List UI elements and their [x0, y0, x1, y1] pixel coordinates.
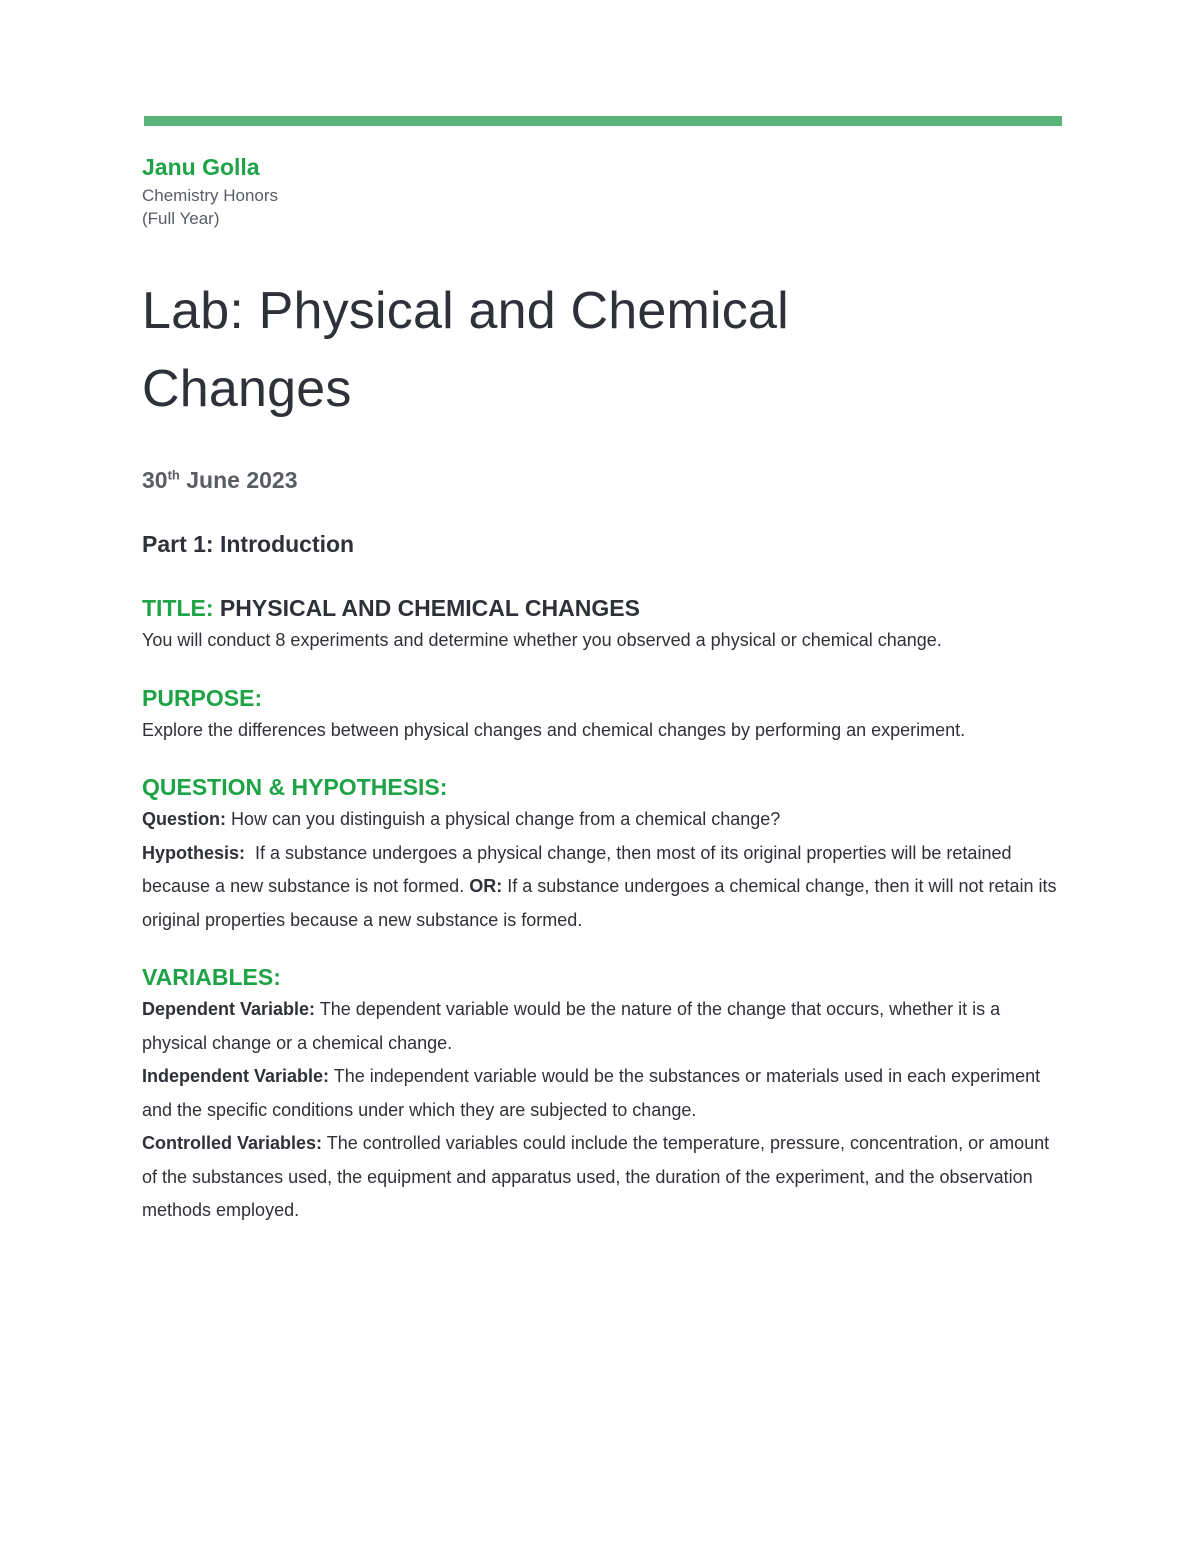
document-content: [142, 150, 1057, 1228]
controlled-variables-label: Controlled Variables:: [142, 1133, 323, 1153]
purpose-text: Explore the differences between physical changes and chemical changes by performing an experiment.: [142, 719, 966, 740]
title-label: TITLE:: [142, 595, 214, 621]
hypothesis-label: Hypothesis:: [142, 842, 246, 863]
variables-heading: VARIABLES:: [142, 964, 281, 990]
question-label: Question:: [142, 809, 226, 829]
independent-variable-paragraph: [142, 1060, 1057, 1127]
hypothesis-text-1: If a substance undergoes a physical change, then most of its original properties will be retained because a new substance is not formed.: [142, 842, 1017, 896]
document-title-line2: Changes: [142, 360, 352, 418]
controlled-variables-text: The controlled variables could include the temperature, pressure, concentration, or amount of the substances used, the equipment and apparatus used, the duration of the experiment, and the observation methods employed.: [142, 1133, 1050, 1220]
dependent-variable-text: The dependent variable would be the nature of the change that occurs, whether it is a physical change or a chemical change.: [142, 999, 1001, 1053]
question-paragraph: [142, 803, 1057, 837]
controlled-variables-paragraph: [142, 1127, 1057, 1228]
title-value: PHYSICAL AND CHEMICAL CHANGES: [213, 595, 640, 621]
date-suffix: th: [167, 467, 180, 483]
independent-variable-label: Independent Variable:: [142, 1066, 330, 1086]
independent-variable-text: The independent variable would be the substances or materials used in each experiment and the specific conditions under which they are subjected to change.: [142, 1066, 1041, 1120]
purpose-heading: PURPOSE:: [142, 684, 263, 711]
hypothesis-paragraph: [142, 837, 1057, 938]
hypothesis-text-2: If a substance undergoes a chemical change, then it will not retain its original properties because a new substance is formed.: [142, 876, 1057, 930]
dependent-variable-paragraph: [142, 993, 1057, 1060]
section-title-heading: [142, 592, 1057, 624]
question-text: How can you distinguish a physical change from a chemical change?: [226, 809, 781, 829]
document-title: [142, 272, 1057, 428]
or-label: OR:: [469, 876, 503, 896]
course-name: Chemistry Honors: [142, 186, 279, 205]
date-rest: June 2023: [179, 467, 298, 493]
header-rule: [144, 116, 1062, 126]
author-name: Janu Golla: [142, 154, 260, 180]
title-description: You will conduct 8 experiments and determine whether you observed a physical or chemical change.: [142, 630, 942, 650]
document-title-line1: Lab: Physical and Chemical: [142, 282, 789, 340]
course-term: (Full Year): [142, 209, 220, 228]
question-hypothesis-heading: QUESTION & HYPOTHESIS:: [142, 774, 448, 800]
date-day: 30: [142, 467, 168, 493]
document-date: [142, 464, 1057, 496]
dependent-variable-label: Dependent Variable:: [142, 999, 316, 1019]
part-heading: Part 1: Introduction: [142, 531, 355, 557]
